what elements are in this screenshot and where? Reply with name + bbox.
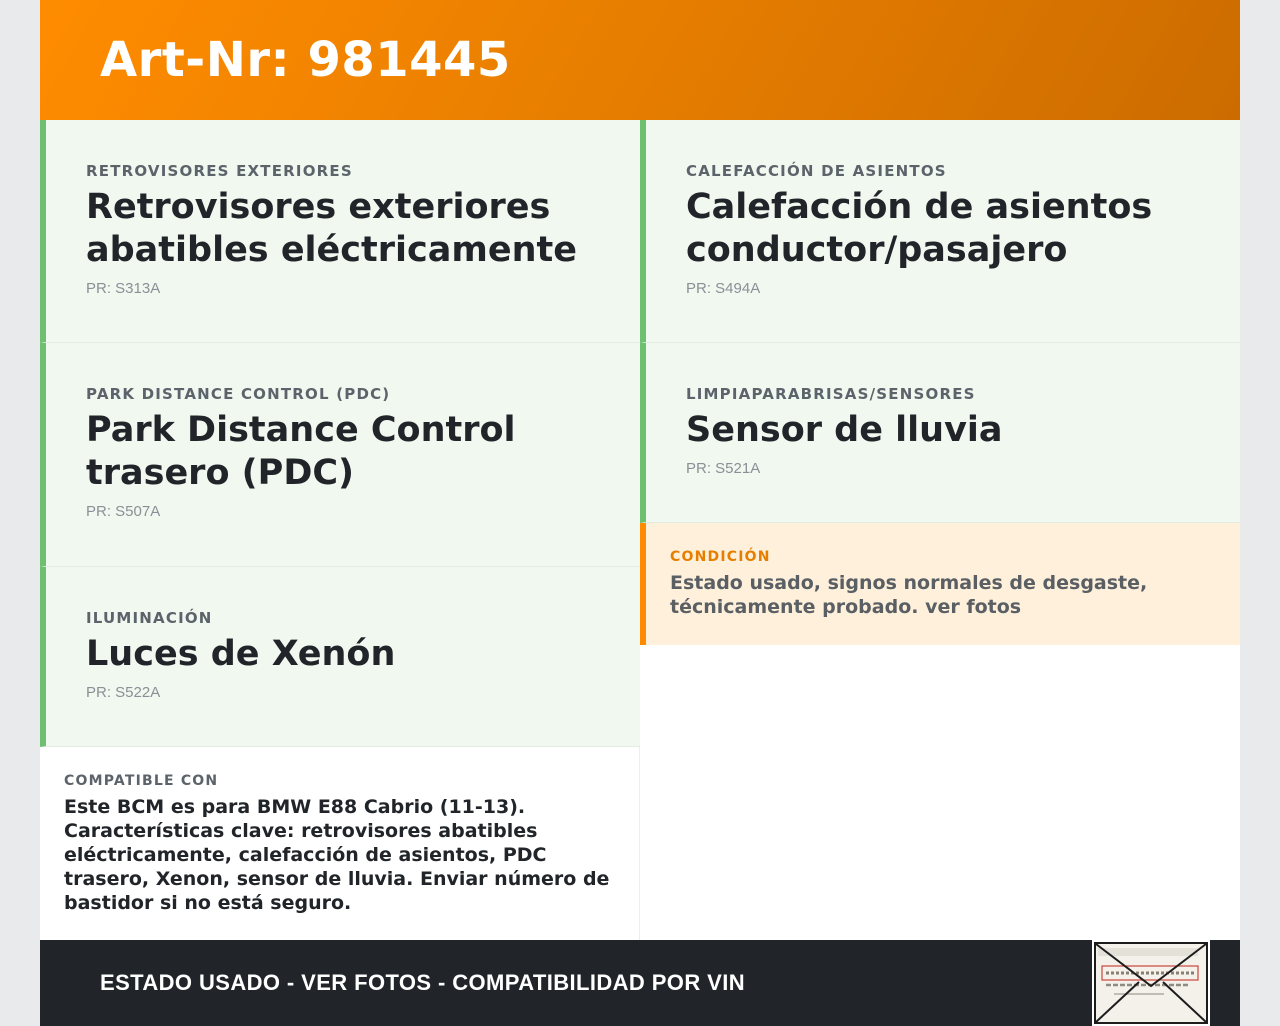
condition-section	[640, 523, 1240, 645]
feature-pr-code: PR: S313A	[86, 280, 161, 297]
feature-title: Luces de Xenón	[86, 634, 396, 674]
footer-bar	[40, 940, 1240, 1026]
feature-card-seat-heating	[640, 120, 1240, 343]
article-number-title: Art-Nr: 981445	[100, 32, 511, 88]
compatibility-section	[40, 747, 640, 940]
condition-text: Estado usado, signos normales de desgaste, técnicamente probado. ver fotos	[670, 572, 1148, 618]
header-banner	[40, 0, 1240, 120]
feature-category: PARK DISTANCE CONTROL (PDC)	[86, 385, 391, 403]
feature-title: Retrovisores exteriores abatibles eléctricamente	[86, 187, 577, 270]
listing-sheet	[40, 0, 1240, 1026]
feature-card-mirrors	[40, 120, 640, 343]
feature-pr-code: PR: S521A	[686, 460, 761, 477]
feature-category: RETROVISORES EXTERIORES	[86, 162, 353, 180]
envelope-icon	[1094, 942, 1208, 1024]
feature-title: Calefacción de asientos conductor/pasajero	[686, 187, 1153, 270]
feature-category: LIMPIAPARABRISAS/SENSORES	[686, 385, 976, 403]
feature-column-right	[640, 120, 1240, 645]
feature-card-rain-sensor	[640, 343, 1240, 523]
compatibility-text: Este BCM es para BMW E88 Cabrio (11-13). Características clave: retrovisores abatibles eléctricamente, calefacción de asientos, PDC trasero, Xenon, sensor de lluvia. Enviar número de bastidor si no está seguro.	[64, 796, 610, 914]
part-label-photo	[1092, 940, 1210, 1026]
feature-title: Sensor de lluvia	[686, 410, 1003, 450]
feature-pr-code: PR: S494A	[686, 280, 761, 297]
feature-card-lighting	[40, 567, 640, 747]
compatibility-label: COMPATIBLE CON	[64, 773, 219, 789]
feature-title: Park Distance Control trasero (PDC)	[86, 410, 516, 493]
feature-pr-code: PR: S507A	[86, 503, 161, 520]
footer-text: ESTADO USADO - VER FOTOS - COMPATIBILIDAD POR VIN	[100, 970, 745, 995]
feature-pr-code: PR: S522A	[86, 684, 161, 701]
feature-category: CALEFACCIÓN DE ASIENTOS	[686, 162, 947, 180]
feature-column-left	[40, 120, 640, 940]
feature-grid	[40, 120, 1240, 940]
feature-card-pdc	[40, 343, 640, 567]
feature-category: ILUMINACIÓN	[86, 609, 213, 627]
condition-label: CONDICIÓN	[670, 549, 771, 565]
